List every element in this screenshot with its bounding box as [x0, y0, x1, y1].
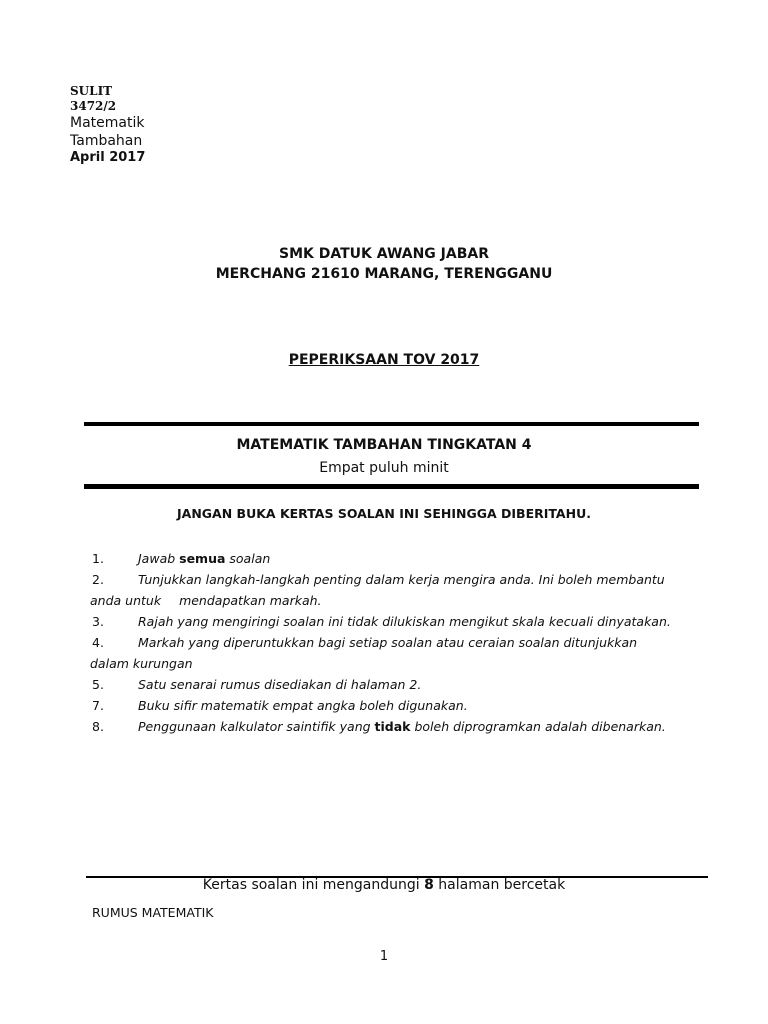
exam-date: April 2017 [70, 150, 146, 165]
rumus-heading: RUMUS MATEMATIK [92, 905, 214, 920]
instruction-text: Tunjukkan langkah-langkah penting dalam kerja mengira anda. Ini boleh membantu [138, 572, 665, 587]
subject-title: MATEMATIK TAMBAHAN TINGKATAN 4 [236, 437, 532, 453]
instruction-text: boleh diprogramkan adalah dibenarkan. [410, 719, 666, 734]
warning-text: JANGAN BUKA KERTAS SOALAN INI SEHINGGA DIBERITAHU. [177, 506, 591, 521]
paper-code: 3472/2 [70, 99, 117, 113]
page-count-number: 8 [424, 877, 434, 893]
instruction-number: 3. [92, 614, 104, 629]
header-block [70, 84, 145, 165]
instruction-item [92, 716, 712, 737]
exam-duration: Empat puluh minit [319, 460, 449, 476]
page-count-note [0, 877, 768, 893]
instruction-text: Satu senarai rumus disediakan di halaman 2. [138, 677, 422, 692]
sulit-label: SULIT [70, 84, 113, 98]
subject-line-1: Matematik [70, 115, 145, 131]
instruction-text: Buku sifir matematik empat angka boleh digunakan. [138, 698, 468, 713]
instruction-text: soalan [225, 551, 271, 566]
instruction-emphasis: semua [179, 551, 226, 566]
instruction-number: 2. [92, 572, 104, 587]
instructions-list [92, 548, 712, 737]
page-count-text: halaman bercetak [433, 877, 566, 893]
exam-title-text: PEPERIKSAAN TOV 2017 [288, 352, 480, 368]
instruction-number: 1. [92, 551, 104, 566]
instruction-text: dalam kurungan [90, 656, 193, 671]
instruction-continuation [90, 653, 712, 674]
exam-title [0, 352, 768, 368]
school-name: SMK DATUK AWANG JABAR [278, 246, 489, 262]
school-block [0, 244, 768, 284]
instruction-text: mendapatkan markah. [179, 593, 322, 608]
instruction-item [92, 695, 712, 716]
page-number: 1 [379, 949, 389, 964]
instruction-item [92, 611, 712, 632]
school-address: MERCHANG 21610 MARANG, TERENGGANU [215, 266, 553, 282]
page-count-text: Kertas soalan ini mengandungi [202, 877, 425, 893]
instruction-item [92, 674, 712, 695]
instruction-number: 7. [92, 698, 104, 713]
bottom-divider [84, 484, 699, 489]
instruction-text: Markah yang diperuntukkan bagi setiap soalan atau ceraian soalan ditunjukkan [138, 635, 638, 650]
instruction-number: 5. [92, 677, 104, 692]
top-divider [84, 422, 699, 426]
instruction-text: anda untuk [90, 593, 162, 608]
instruction-number: 4. [92, 635, 104, 650]
instruction-item [92, 569, 712, 590]
instruction-number: 8. [92, 719, 104, 734]
instruction-item [92, 548, 712, 569]
instruction-continuation [90, 590, 712, 611]
instruction-text: Penggunaan kalkulator saintifik yang [138, 719, 375, 734]
instruction-item [92, 632, 712, 653]
subject-line-2: Tambahan [70, 133, 143, 149]
instruction-text: Jawab [138, 551, 180, 566]
instruction-text: Rajah yang mengiringi soalan ini tidak dilukiskan mengikut skala kecuali dinyatakan. [138, 614, 671, 629]
instruction-emphasis: tidak [374, 719, 411, 734]
